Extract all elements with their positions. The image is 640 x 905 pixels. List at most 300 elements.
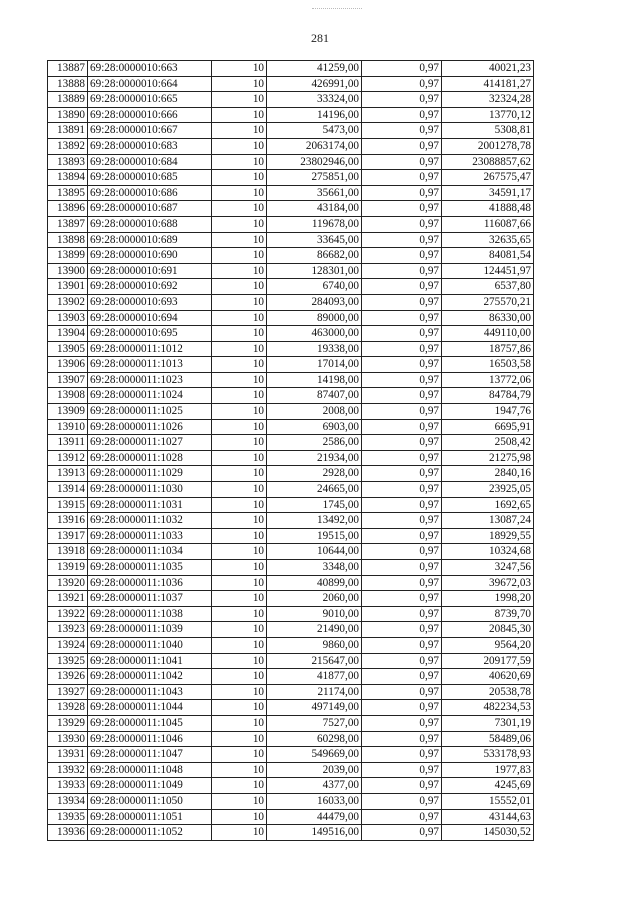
value-cell: 19338,00 — [267, 341, 362, 357]
cadastral-number-cell: 69:28:0000011:1052 — [88, 825, 212, 841]
cadastral-number-cell: 69:28:0000010:685 — [88, 170, 212, 186]
row-number-cell: 13935 — [48, 809, 88, 825]
value-cell: 87407,00 — [267, 388, 362, 404]
value-cell: 17014,00 — [267, 357, 362, 373]
table-row — [48, 513, 534, 529]
value-cell: 16033,00 — [267, 793, 362, 809]
result-cell: 16503,58 — [442, 357, 534, 373]
table-row — [48, 388, 534, 404]
group-code-cell: 10 — [212, 731, 267, 747]
cadastral-value-table — [47, 60, 534, 841]
coefficient-cell: 0,97 — [362, 513, 442, 529]
value-cell: 19515,00 — [267, 528, 362, 544]
result-cell: 533178,93 — [442, 747, 534, 763]
coefficient-cell: 0,97 — [362, 684, 442, 700]
cadastral-number-cell: 69:28:0000010:667 — [88, 123, 212, 139]
row-number-cell: 13909 — [48, 404, 88, 420]
coefficient-cell: 0,97 — [362, 809, 442, 825]
value-cell: 1745,00 — [267, 497, 362, 513]
group-code-cell: 10 — [212, 482, 267, 498]
value-cell: 21174,00 — [267, 684, 362, 700]
cadastral-number-cell: 69:28:0000010:665 — [88, 92, 212, 108]
result-cell: 41888,48 — [442, 201, 534, 217]
group-code-cell: 10 — [212, 747, 267, 763]
coefficient-cell: 0,97 — [362, 700, 442, 716]
value-cell: 33645,00 — [267, 232, 362, 248]
row-number-cell: 13889 — [48, 92, 88, 108]
result-cell: 18929,55 — [442, 528, 534, 544]
row-number-cell: 13887 — [48, 61, 88, 77]
coefficient-cell: 0,97 — [362, 482, 442, 498]
row-number-cell: 13931 — [48, 747, 88, 763]
group-code-cell: 10 — [212, 357, 267, 373]
result-cell: 5308,81 — [442, 123, 534, 139]
value-cell: 5473,00 — [267, 123, 362, 139]
table-row — [48, 653, 534, 669]
table-row — [48, 466, 534, 482]
result-cell: 84784,79 — [442, 388, 534, 404]
result-cell: 58489,06 — [442, 731, 534, 747]
table-row — [48, 216, 534, 232]
value-cell: 149516,00 — [267, 825, 362, 841]
result-cell: 482234,53 — [442, 700, 534, 716]
table-row — [48, 778, 534, 794]
group-code-cell: 10 — [212, 684, 267, 700]
row-number-cell: 13923 — [48, 622, 88, 638]
group-code-cell: 10 — [212, 341, 267, 357]
table-row — [48, 482, 534, 498]
table-row — [48, 825, 534, 841]
cadastral-number-cell: 69:28:0000011:1027 — [88, 435, 212, 451]
coefficient-cell: 0,97 — [362, 497, 442, 513]
row-number-cell: 13928 — [48, 700, 88, 716]
result-cell: 23925,05 — [442, 482, 534, 498]
row-number-cell: 13922 — [48, 606, 88, 622]
table-row — [48, 341, 534, 357]
result-cell: 9564,20 — [442, 637, 534, 653]
row-number-cell: 13890 — [48, 107, 88, 123]
cadastral-number-cell: 69:28:0000011:1044 — [88, 700, 212, 716]
row-number-cell: 13936 — [48, 825, 88, 841]
coefficient-cell: 0,97 — [362, 310, 442, 326]
cadastral-number-cell: 69:28:0000011:1040 — [88, 637, 212, 653]
value-cell: 463000,00 — [267, 326, 362, 342]
group-code-cell: 10 — [212, 637, 267, 653]
cadastral-number-cell: 69:28:0000010:664 — [88, 76, 212, 92]
table-row — [48, 372, 534, 388]
table-row — [48, 61, 534, 77]
cadastral-number-cell: 69:28:0000011:1041 — [88, 653, 212, 669]
value-cell: 549669,00 — [267, 747, 362, 763]
result-cell: 145030,52 — [442, 825, 534, 841]
row-number-cell: 13912 — [48, 450, 88, 466]
coefficient-cell: 0,97 — [362, 138, 442, 154]
table-row — [48, 185, 534, 201]
cadastral-number-cell: 69:28:0000010:690 — [88, 248, 212, 264]
coefficient-cell: 0,97 — [362, 232, 442, 248]
coefficient-cell: 0,97 — [362, 715, 442, 731]
coefficient-cell: 0,97 — [362, 123, 442, 139]
group-code-cell: 10 — [212, 61, 267, 77]
row-number-cell: 13895 — [48, 185, 88, 201]
group-code-cell: 10 — [212, 76, 267, 92]
group-code-cell: 10 — [212, 107, 267, 123]
table-row — [48, 248, 534, 264]
cadastral-number-cell: 69:28:0000011:1013 — [88, 357, 212, 373]
coefficient-cell: 0,97 — [362, 435, 442, 451]
row-number-cell: 13908 — [48, 388, 88, 404]
result-cell: 43144,63 — [442, 809, 534, 825]
table-row — [48, 107, 534, 123]
cadastral-number-cell: 69:28:0000011:1026 — [88, 419, 212, 435]
row-number-cell: 13934 — [48, 793, 88, 809]
row-number-cell: 13926 — [48, 669, 88, 685]
coefficient-cell: 0,97 — [362, 201, 442, 217]
coefficient-cell: 0,97 — [362, 419, 442, 435]
group-code-cell: 10 — [212, 466, 267, 482]
row-number-cell: 13904 — [48, 326, 88, 342]
cadastral-number-cell: 69:28:0000011:1029 — [88, 466, 212, 482]
result-cell: 3247,56 — [442, 560, 534, 576]
row-number-cell: 13897 — [48, 216, 88, 232]
cadastral-number-cell: 69:28:0000011:1048 — [88, 762, 212, 778]
value-cell: 284093,00 — [267, 294, 362, 310]
result-cell: 1977,83 — [442, 762, 534, 778]
group-code-cell: 10 — [212, 653, 267, 669]
result-cell: 13770,12 — [442, 107, 534, 123]
row-number-cell: 13888 — [48, 76, 88, 92]
value-cell: 4377,00 — [267, 778, 362, 794]
result-cell: 10324,68 — [442, 544, 534, 560]
table-row — [48, 450, 534, 466]
coefficient-cell: 0,97 — [362, 357, 442, 373]
result-cell: 8739,70 — [442, 606, 534, 622]
table-row — [48, 809, 534, 825]
row-number-cell: 13903 — [48, 310, 88, 326]
group-code-cell: 10 — [212, 528, 267, 544]
table-row — [48, 637, 534, 653]
value-cell: 2928,00 — [267, 466, 362, 482]
coefficient-cell: 0,97 — [362, 107, 442, 123]
value-cell: 23802946,00 — [267, 154, 362, 170]
cadastral-number-cell: 69:28:0000010:683 — [88, 138, 212, 154]
result-cell: 1998,20 — [442, 591, 534, 607]
result-cell: 34591,17 — [442, 185, 534, 201]
group-code-cell: 10 — [212, 232, 267, 248]
result-cell: 414181,27 — [442, 76, 534, 92]
table-row — [48, 123, 534, 139]
table-row — [48, 528, 534, 544]
cadastral-number-cell: 69:28:0000011:1038 — [88, 606, 212, 622]
table-row — [48, 419, 534, 435]
result-cell: 1692,65 — [442, 497, 534, 513]
value-cell: 6903,00 — [267, 419, 362, 435]
cadastral-number-cell: 69:28:0000010:688 — [88, 216, 212, 232]
table-row — [48, 435, 534, 451]
group-code-cell: 10 — [212, 591, 267, 607]
group-code-cell: 10 — [212, 201, 267, 217]
cadastral-number-cell: 69:28:0000011:1036 — [88, 575, 212, 591]
cadastral-number-cell: 69:28:0000011:1043 — [88, 684, 212, 700]
result-cell: 18757,86 — [442, 341, 534, 357]
table-row — [48, 606, 534, 622]
result-cell: 13772,06 — [442, 372, 534, 388]
table-row — [48, 76, 534, 92]
result-cell: 20538,78 — [442, 684, 534, 700]
result-cell: 13087,24 — [442, 513, 534, 529]
result-cell: 32635,65 — [442, 232, 534, 248]
table-row — [48, 232, 534, 248]
coefficient-cell: 0,97 — [362, 653, 442, 669]
coefficient-cell: 0,97 — [362, 637, 442, 653]
result-cell: 40021,23 — [442, 61, 534, 77]
result-cell: 6695,91 — [442, 419, 534, 435]
row-number-cell: 13901 — [48, 279, 88, 295]
value-cell: 21490,00 — [267, 622, 362, 638]
group-code-cell: 10 — [212, 138, 267, 154]
group-code-cell: 10 — [212, 435, 267, 451]
coefficient-cell: 0,97 — [362, 294, 442, 310]
scan-mark — [312, 8, 362, 10]
row-number-cell: 13905 — [48, 341, 88, 357]
coefficient-cell: 0,97 — [362, 669, 442, 685]
group-code-cell: 10 — [212, 700, 267, 716]
value-cell: 215647,00 — [267, 653, 362, 669]
table-row — [48, 326, 534, 342]
row-number-cell: 13932 — [48, 762, 88, 778]
value-cell: 24665,00 — [267, 482, 362, 498]
value-cell: 40899,00 — [267, 575, 362, 591]
value-cell: 2060,00 — [267, 591, 362, 607]
cadastral-number-cell: 69:28:0000011:1034 — [88, 544, 212, 560]
row-number-cell: 13933 — [48, 778, 88, 794]
table-body — [48, 61, 534, 841]
row-number-cell: 13913 — [48, 466, 88, 482]
group-code-cell: 10 — [212, 809, 267, 825]
group-code-cell: 10 — [212, 778, 267, 794]
row-number-cell: 13929 — [48, 715, 88, 731]
table-row — [48, 263, 534, 279]
row-number-cell: 13925 — [48, 653, 88, 669]
group-code-cell: 10 — [212, 216, 267, 232]
cadastral-number-cell: 69:28:0000011:1012 — [88, 341, 212, 357]
group-code-cell: 10 — [212, 544, 267, 560]
table-row — [48, 700, 534, 716]
result-cell: 21275,98 — [442, 450, 534, 466]
table-row — [48, 575, 534, 591]
cadastral-number-cell: 69:28:0000011:1028 — [88, 450, 212, 466]
row-number-cell: 13896 — [48, 201, 88, 217]
row-number-cell: 13930 — [48, 731, 88, 747]
result-cell: 124451,97 — [442, 263, 534, 279]
row-number-cell: 13900 — [48, 263, 88, 279]
coefficient-cell: 0,97 — [362, 793, 442, 809]
row-number-cell: 13916 — [48, 513, 88, 529]
result-cell: 7301,19 — [442, 715, 534, 731]
cadastral-number-cell: 69:28:0000010:692 — [88, 279, 212, 295]
value-cell: 21934,00 — [267, 450, 362, 466]
row-number-cell: 13898 — [48, 232, 88, 248]
table-row — [48, 622, 534, 638]
value-cell: 2586,00 — [267, 435, 362, 451]
cadastral-number-cell: 69:28:0000010:695 — [88, 326, 212, 342]
table-row — [48, 715, 534, 731]
row-number-cell: 13910 — [48, 419, 88, 435]
table-row — [48, 294, 534, 310]
table-row — [48, 684, 534, 700]
row-number-cell: 13921 — [48, 591, 88, 607]
cadastral-number-cell: 69:28:0000011:1046 — [88, 731, 212, 747]
cadastral-number-cell: 69:28:0000010:663 — [88, 61, 212, 77]
value-cell: 89000,00 — [267, 310, 362, 326]
result-cell: 39672,03 — [442, 575, 534, 591]
value-cell: 41877,00 — [267, 669, 362, 685]
table-row — [48, 747, 534, 763]
table-row — [48, 170, 534, 186]
coefficient-cell: 0,97 — [362, 326, 442, 342]
result-cell: 4245,69 — [442, 778, 534, 794]
group-code-cell: 10 — [212, 294, 267, 310]
value-cell: 33324,00 — [267, 92, 362, 108]
coefficient-cell: 0,97 — [362, 372, 442, 388]
result-cell: 20845,30 — [442, 622, 534, 638]
coefficient-cell: 0,97 — [362, 466, 442, 482]
group-code-cell: 10 — [212, 170, 267, 186]
result-cell: 15552,01 — [442, 793, 534, 809]
value-cell: 119678,00 — [267, 216, 362, 232]
coefficient-cell: 0,97 — [362, 778, 442, 794]
result-cell: 449110,00 — [442, 326, 534, 342]
row-number-cell: 13919 — [48, 560, 88, 576]
cadastral-number-cell: 69:28:0000011:1051 — [88, 809, 212, 825]
group-code-cell: 10 — [212, 310, 267, 326]
group-code-cell: 10 — [212, 404, 267, 420]
group-code-cell: 10 — [212, 154, 267, 170]
cadastral-number-cell: 69:28:0000011:1047 — [88, 747, 212, 763]
group-code-cell: 10 — [212, 388, 267, 404]
result-cell: 209177,59 — [442, 653, 534, 669]
cadastral-number-cell: 69:28:0000010:694 — [88, 310, 212, 326]
cadastral-number-cell: 69:28:0000011:1025 — [88, 404, 212, 420]
value-cell: 9860,00 — [267, 637, 362, 653]
cadastral-number-cell: 69:28:0000010:666 — [88, 107, 212, 123]
coefficient-cell: 0,97 — [362, 575, 442, 591]
table-row — [48, 154, 534, 170]
group-code-cell: 10 — [212, 793, 267, 809]
table-row — [48, 92, 534, 108]
group-code-cell: 10 — [212, 248, 267, 264]
cadastral-number-cell: 69:28:0000011:1023 — [88, 372, 212, 388]
cadastral-number-cell: 69:28:0000010:691 — [88, 263, 212, 279]
result-cell: 2508,42 — [442, 435, 534, 451]
row-number-cell: 13906 — [48, 357, 88, 373]
table-row — [48, 793, 534, 809]
group-code-cell: 10 — [212, 123, 267, 139]
group-code-cell: 10 — [212, 825, 267, 841]
value-cell: 128301,00 — [267, 263, 362, 279]
value-cell: 43184,00 — [267, 201, 362, 217]
row-number-cell: 13907 — [48, 372, 88, 388]
value-cell: 13492,00 — [267, 513, 362, 529]
result-cell: 267575,47 — [442, 170, 534, 186]
cadastral-number-cell: 69:28:0000011:1045 — [88, 715, 212, 731]
value-cell: 10644,00 — [267, 544, 362, 560]
value-cell: 7527,00 — [267, 715, 362, 731]
value-cell: 60298,00 — [267, 731, 362, 747]
cadastral-number-cell: 69:28:0000011:1033 — [88, 528, 212, 544]
coefficient-cell: 0,97 — [362, 61, 442, 77]
table-row — [48, 669, 534, 685]
value-cell: 2008,00 — [267, 404, 362, 420]
group-code-cell: 10 — [212, 715, 267, 731]
cadastral-number-cell: 69:28:0000010:687 — [88, 201, 212, 217]
row-number-cell: 13902 — [48, 294, 88, 310]
cadastral-number-cell: 69:28:0000011:1049 — [88, 778, 212, 794]
result-cell: 84081,54 — [442, 248, 534, 264]
row-number-cell: 13917 — [48, 528, 88, 544]
value-cell: 6740,00 — [267, 279, 362, 295]
row-number-cell: 13927 — [48, 684, 88, 700]
coefficient-cell: 0,97 — [362, 154, 442, 170]
cadastral-number-cell: 69:28:0000011:1050 — [88, 793, 212, 809]
coefficient-cell: 0,97 — [362, 404, 442, 420]
coefficient-cell: 0,97 — [362, 528, 442, 544]
table-row — [48, 497, 534, 513]
result-cell: 2840,16 — [442, 466, 534, 482]
group-code-cell: 10 — [212, 575, 267, 591]
result-cell: 23088857,62 — [442, 154, 534, 170]
page-number: 281 — [311, 31, 329, 45]
group-code-cell: 10 — [212, 263, 267, 279]
group-code-cell: 10 — [212, 279, 267, 295]
row-number-cell: 13899 — [48, 248, 88, 264]
table-row — [48, 544, 534, 560]
coefficient-cell: 0,97 — [362, 76, 442, 92]
result-cell: 86330,00 — [442, 310, 534, 326]
cadastral-number-cell: 69:28:0000011:1037 — [88, 591, 212, 607]
row-number-cell: 13894 — [48, 170, 88, 186]
coefficient-cell: 0,97 — [362, 591, 442, 607]
result-cell: 2001278,78 — [442, 138, 534, 154]
coefficient-cell: 0,97 — [362, 544, 442, 560]
result-cell: 32324,28 — [442, 92, 534, 108]
cadastral-number-cell: 69:28:0000011:1035 — [88, 560, 212, 576]
value-cell: 14196,00 — [267, 107, 362, 123]
table-row — [48, 279, 534, 295]
cadastral-number-cell: 69:28:0000011:1030 — [88, 482, 212, 498]
cadastral-number-cell: 69:28:0000011:1039 — [88, 622, 212, 638]
value-cell: 497149,00 — [267, 700, 362, 716]
group-code-cell: 10 — [212, 762, 267, 778]
cadastral-number-cell: 69:28:0000010:684 — [88, 154, 212, 170]
group-code-cell: 10 — [212, 372, 267, 388]
result-cell: 1947,76 — [442, 404, 534, 420]
row-number-cell: 13920 — [48, 575, 88, 591]
value-cell: 35661,00 — [267, 185, 362, 201]
coefficient-cell: 0,97 — [362, 216, 442, 232]
coefficient-cell: 0,97 — [362, 248, 442, 264]
group-code-cell: 10 — [212, 419, 267, 435]
row-number-cell: 13924 — [48, 637, 88, 653]
group-code-cell: 10 — [212, 669, 267, 685]
cadastral-number-cell: 69:28:0000011:1031 — [88, 497, 212, 513]
coefficient-cell: 0,97 — [362, 825, 442, 841]
value-cell: 9010,00 — [267, 606, 362, 622]
coefficient-cell: 0,97 — [362, 731, 442, 747]
group-code-cell: 10 — [212, 92, 267, 108]
group-code-cell: 10 — [212, 497, 267, 513]
cadastral-number-cell: 69:28:0000011:1032 — [88, 513, 212, 529]
